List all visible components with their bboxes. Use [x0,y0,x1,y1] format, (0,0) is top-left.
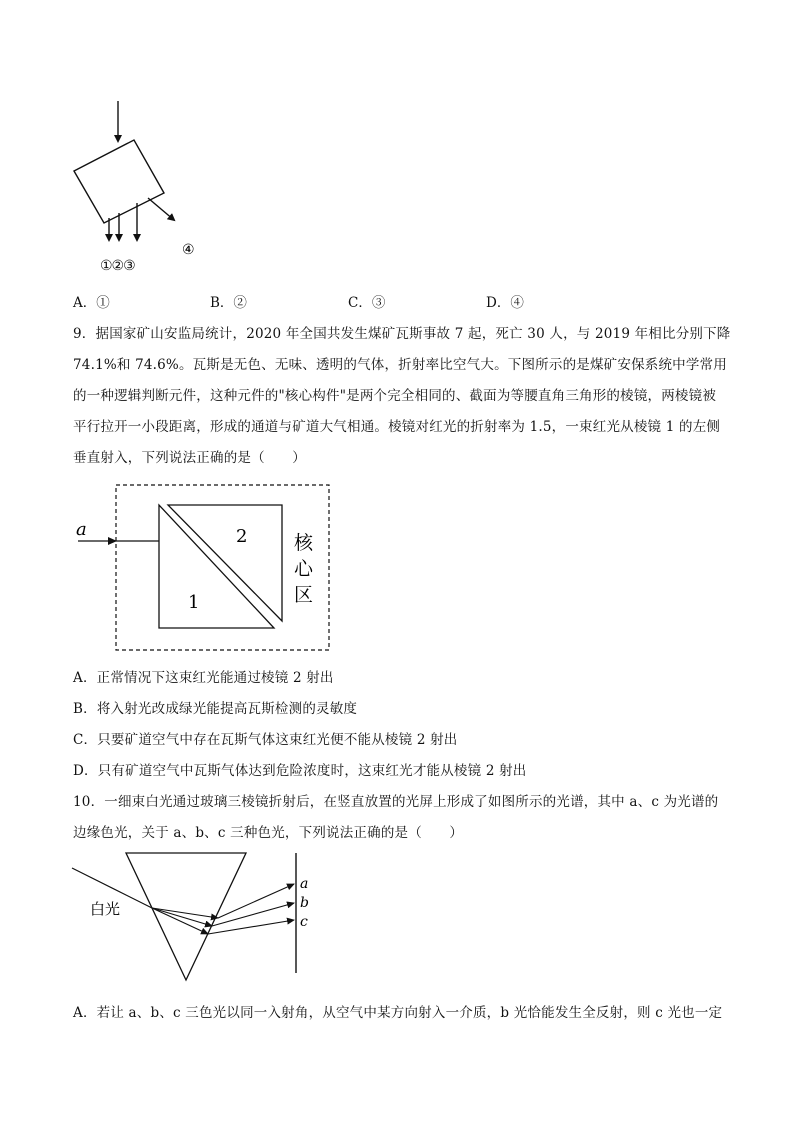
q9-line-1: 9．据国家矿山安监局统计，2020 年全国共发生煤矿瓦斯事故 7 起，死亡 30 人，与 2019 年相比分别下降 [73,326,731,342]
q9-line-4: 平行拉开一小段距离，形成的通道与矿道大气相通。棱镜对红光的折射率为 1.5，一束红光从棱镜 1 的左侧 [73,419,721,435]
label-123: ①②③ [100,258,135,274]
prism-2-label: 2 [236,526,248,547]
white-light-label: 白光 [90,900,121,918]
q9-figure [70,480,340,655]
screen-label-b: b [300,895,309,911]
screen-label-a: a [300,876,309,892]
q9-option-c[interactable]: C．只要矿道空气中存在瓦斯气体这束红光便不能从棱镜 2 射出 [73,732,458,748]
square-block [74,140,164,223]
q9-option-b[interactable]: B．将入射光改成绿光能提高瓦斯检测的灵敏度 [73,701,358,717]
q8-option-c[interactable]: C．③ [348,295,386,311]
q8-figure [60,95,220,255]
q8-option-b[interactable]: B．② [210,295,247,311]
core-char-2: 心 [294,558,314,580]
q10-line-2: 边缘色光，关于 a、b、c 三种色光，下列说法正确的是（ ） [73,825,464,841]
q8-option-d[interactable]: D．④ [486,295,524,311]
q9-option-d[interactable]: D．只有矿道空气中瓦斯气体达到危险浓度时，这束红光才能从棱镜 2 射出 [73,763,527,779]
label-4: ④ [182,242,195,255]
q10-figure [70,848,330,983]
ray-4 [148,198,174,220]
outer-ray-c [208,920,294,934]
q8-option-a[interactable]: A．① [73,295,110,311]
q10-option-a[interactable]: A．若让 a、b、c 三色光以同一入射角，从空气中某方向射入一介质，b 光恰能发生全反射，则 c 光也一定 [73,1005,723,1021]
q9-option-a[interactable]: A．正常情况下这束红光能通过棱镜 2 射出 [73,670,334,686]
q10-line-1: 10．一细束白光通过玻璃三棱镜折射后，在竖直放置的光屏上形成了如图所示的光谱，其中 a、c 为光谱的 [73,794,719,810]
prism-1-label: 1 [188,592,200,613]
q9-line-5: 垂直射入，下列说法正确的是（ ） [73,450,306,466]
screen-label-c: c [300,914,308,930]
ray-label-a: a [76,519,87,540]
core-char-1: 核 [294,532,314,554]
q9-line-2: 74.1%和 74.6%。瓦斯是无色、无味、透明的气体，折射率比空气大。下图所示的是煤矿安保系统中学常用 [73,357,727,373]
q9-line-3: 的一种逻辑判断元件，这种元件的"核心构件"是两个完全相同的、截面为等腰直角三角形的棱镜，两棱镜被 [73,388,717,404]
triangular-prism [126,853,246,980]
core-char-3: 区 [294,584,314,606]
